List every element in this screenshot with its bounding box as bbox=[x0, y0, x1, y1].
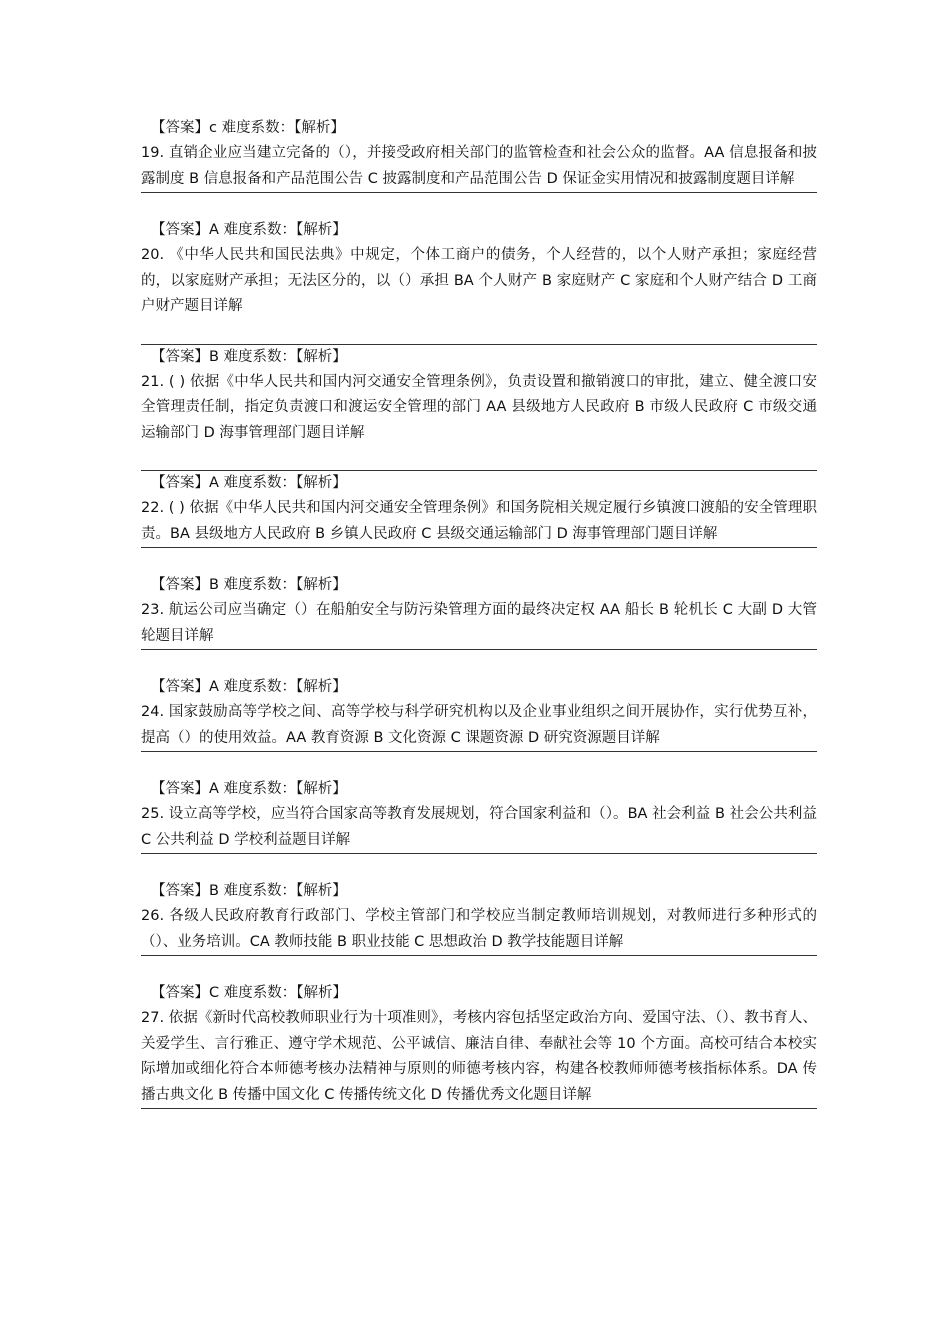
answer-line: 【答案】C 难度系数：【解析】 bbox=[151, 985, 347, 1001]
question-list bbox=[141, 116, 817, 1109]
spacer bbox=[141, 193, 817, 218]
question-23: 23. 航运公司应当确定（）在船舶安全与防污染管理方面的最终决定权 AA 船长 B 轮机长 C 大副 D 大管轮题目详解 bbox=[141, 598, 817, 650]
spacer bbox=[141, 548, 817, 573]
question-19: 19. 直销企业应当建立完备的（），并接受政府相关部门的监管检查和社会公众的监督。AA 信息报备和披露制度 B 信息报备和产品范围公告 C 披露制度和产品范围公告 D 保证金实用情况和披露制度题目详解 bbox=[141, 141, 817, 193]
answer-line: 【答案】B 难度系数：【解析】 bbox=[151, 577, 347, 593]
question-22: 22. ( ) 依据《中华人民共和国内河交通安全管理条例》和国务院相关规定履行乡镇渡口渡船的安全管理职责。BA 县级地方人民政府 B 乡镇人民政府 C 县级交通运输部门 D 海事管理部门题目详解 bbox=[141, 496, 817, 548]
question-25: 25. 设立高等学校，应当符合国家高等教育发展规划，符合国家利益和（）。BA 社会利益 B 社会公共利益 C 公共利益 D 学校利益题目详解 bbox=[141, 802, 817, 854]
answer-line: 【答案】c 难度系数：【解析】 bbox=[151, 120, 345, 136]
spacer bbox=[141, 752, 817, 777]
answer-line: 【答案】B 难度系数：【解析】 bbox=[151, 883, 347, 899]
answer-line: 【答案】A 难度系数：【解析】 bbox=[151, 222, 347, 238]
spacer bbox=[141, 854, 817, 879]
answer-line: 【答案】A 难度系数：【解析】 bbox=[151, 679, 347, 695]
question-26: 26. 各级人民政府教育行政部门、学校主管部门和学校应当制定教师培训规划，对教师进行多种形式的（）、业务培训。CA 教师技能 B 职业技能 C 思想政治 D 教学技能题目详解 bbox=[141, 904, 817, 956]
question-20: 20. 《中华人民共和国民法典》中规定，个体工商户的债务，个人经营的，以个人财产承担；家庭经营的，以家庭财产承担；无法区分的，以（）承担 BA 个人财产 B 家庭财产 C 家庭和个人财产结合 D 工商户财产题目详解 bbox=[141, 243, 817, 345]
answer-line: 【答案】A 难度系数：【解析】 bbox=[151, 781, 347, 797]
spacer bbox=[141, 956, 817, 981]
answer-line: 【答案】B 难度系数：【解析】 bbox=[151, 348, 347, 365]
answer-line: 【答案】A 难度系数：【解析】 bbox=[151, 475, 347, 491]
question-21: 21. ( ) 依据《中华人民共和国内河交通安全管理条例》，负责设置和撤销渡口的审批，建立、健全渡口安全管理责任制，指定负责渡口和渡运安全管理的部门 AA 县级地方人民政府 B 市级人民政府 C 市级交通运输部门 D 海事管理部门题目详解 bbox=[141, 370, 817, 472]
question-27: 27. 依据《新时代高校教师职业行为十项准则》，考核内容包括坚定政治方向、爱国守法、（）、教书育人、关爱学生、言行雅正、遵守学术规范、公平诚信、廉洁自律、奉献社会等 10 个方面。高校可结合本校实际增加或细化符合本师德考核办法精神与原则的师德考核内容，构建各校教师师德考核指标体系。DA 传播古典文化 B 传播中国文化 C 传播传统文化 D 传播优秀文化题目详解 bbox=[141, 1006, 817, 1109]
question-24: 24. 国家鼓励高等学校之间、高等学校与科学研究机构以及企业事业组织之间开展协作，实行优势互补，提高（）的使用效益。AA 教育资源 B 文化资源 C 课题资源 D 研究资源题目详解 bbox=[141, 700, 817, 752]
spacer bbox=[141, 650, 817, 675]
